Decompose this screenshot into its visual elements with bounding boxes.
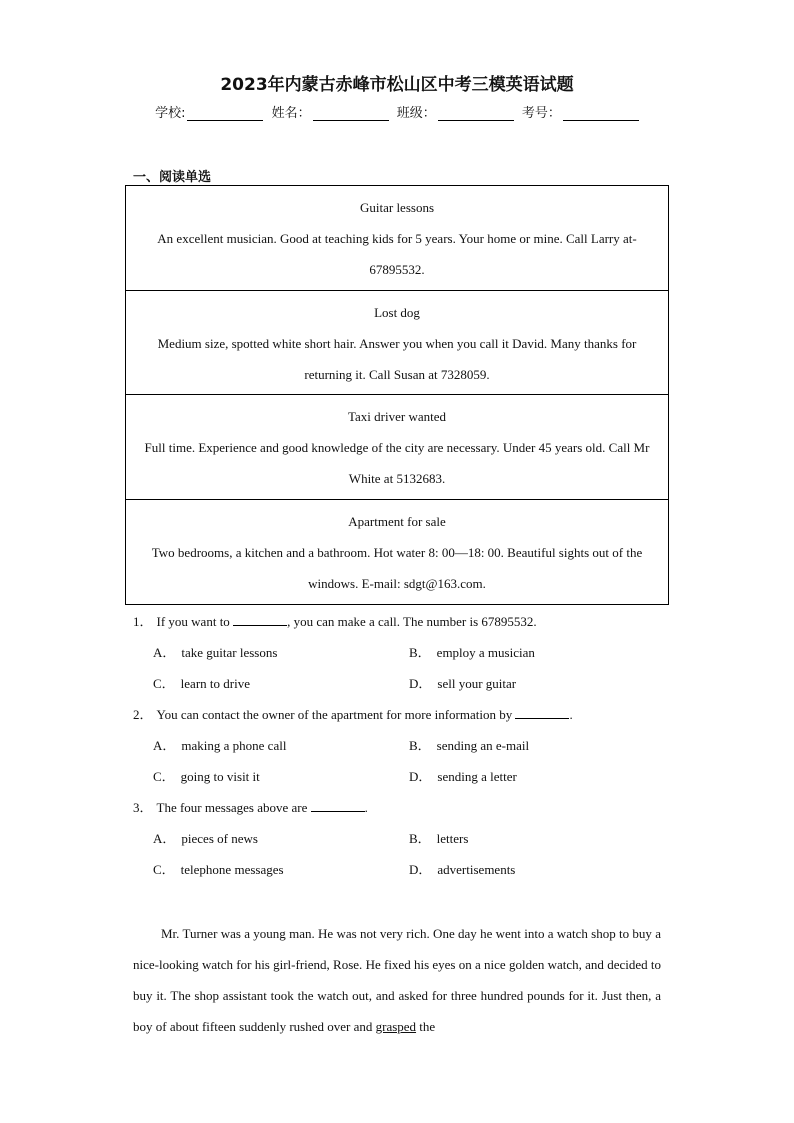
passage-text: Mr. Turner was a young man. He was not very rich. One day he went into a watch shop to buy a nice-looking watch for his girl-friend, Rose. He fixed his eyes on a nice golden watch, and decided to buy it. The shop assistant took the watch out, and asked for three hundred pounds for it. Just then, a boy of about fifteen suddenly rushed over and (133, 926, 661, 1034)
ad-taxi-driver (126, 395, 668, 500)
option-letter: B． (409, 738, 431, 753)
answer-blank[interactable] (311, 798, 365, 812)
ad-body: Medium size, spotted white short hair. Answer you when you call it David. Many thanks for returning it. Call Susan at 7328059. (157, 335, 637, 382)
option-b[interactable] (409, 730, 529, 761)
option-letter: A． (153, 831, 176, 846)
option-b[interactable] (409, 637, 535, 668)
ad-apartment (126, 500, 668, 605)
option-c[interactable] (153, 761, 260, 792)
option-text: take guitar lessons (181, 645, 278, 660)
ads-table (125, 185, 669, 605)
ad-body: Two bedrooms, a kitchen and a bathroom. Hot water 8: 00—18: 00. Beautiful sights out of the windows. E-mail: sdgt@163.com. (151, 544, 643, 591)
school-blank[interactable] (187, 106, 263, 121)
option-text: going to visit it (180, 769, 260, 784)
option-letter: C． (153, 676, 175, 691)
name-blank[interactable] (313, 106, 389, 121)
option-c[interactable] (153, 668, 250, 699)
option-text: telephone messages (180, 862, 284, 877)
class-label: 班级： (396, 106, 436, 121)
option-d[interactable] (409, 668, 516, 699)
passage-text-end: the (416, 1019, 436, 1034)
option-row (133, 854, 673, 885)
ad-title: Taxi driver wanted (348, 409, 446, 424)
ad-title: Lost dog (374, 304, 420, 320)
questions-list (133, 606, 673, 885)
ad-body: Full time. Experience and good knowledge of the city are necessary. Under 45 years old. Call Mr White at 5132683. (144, 440, 650, 486)
student-info-line (0, 102, 794, 121)
option-row (133, 730, 673, 761)
section-heading: 一、阅读单选 (133, 170, 212, 185)
option-letter: A． (153, 738, 176, 753)
exam-number-blank[interactable] (563, 106, 639, 121)
option-letter: D． (409, 769, 432, 784)
option-letter: D． (409, 862, 432, 877)
question-text: If you want to (156, 614, 234, 629)
option-b[interactable] (409, 823, 468, 854)
question-text: You can contact the owner of the apartment for more information by (156, 707, 516, 722)
option-d[interactable] (409, 854, 515, 885)
option-text: advertisements (437, 862, 516, 877)
option-letter: C． (153, 862, 175, 877)
option-a[interactable] (153, 730, 286, 761)
question-number: 3． (133, 800, 153, 815)
question-3-stem (133, 792, 673, 823)
option-row (133, 637, 673, 668)
option-letter: B． (409, 831, 431, 846)
ad-lost-dog (126, 291, 668, 396)
option-row (133, 761, 673, 792)
answer-blank[interactable] (233, 612, 287, 626)
ad-guitar-lessons (126, 186, 668, 291)
question-number: 1． (133, 614, 153, 629)
ad-body: An excellent musician. Good at teaching kids for 5 years. Your home or mine. Call Larry at-67895532. (157, 231, 637, 277)
school-label: 学校: (155, 106, 186, 121)
option-text: letters (436, 831, 469, 846)
name-label: 姓名： (271, 106, 311, 121)
question-text: The four messages above are (156, 800, 311, 815)
option-text: pieces of news (181, 831, 258, 846)
reading-passage (133, 918, 661, 1042)
question-2-stem (133, 699, 673, 730)
question-text: , you can make a call. The number is 67895532. (287, 614, 537, 629)
option-text: employ a musician (436, 645, 535, 660)
question-1-stem (133, 606, 673, 637)
option-row (133, 668, 673, 699)
answer-blank[interactable] (515, 705, 569, 719)
option-a[interactable] (153, 823, 258, 854)
underlined-word: grasped (375, 1019, 417, 1034)
ad-title: Apartment for sale (348, 513, 446, 529)
option-text: sending a letter (437, 769, 517, 784)
option-letter: B． (409, 645, 431, 660)
question-text: . (569, 707, 573, 722)
exam-title: 2023年内蒙古赤峰市松山区中考三模英语试题 (220, 75, 574, 95)
option-letter: D． (409, 676, 432, 691)
question-text: . (364, 800, 368, 815)
option-a[interactable] (153, 637, 277, 668)
exam-number-label: 考号： (521, 106, 561, 121)
option-d[interactable] (409, 761, 517, 792)
option-c[interactable] (153, 854, 284, 885)
option-text: learn to drive (180, 676, 250, 691)
option-letter: A． (153, 645, 176, 660)
option-text: sell your guitar (437, 676, 517, 691)
option-text: making a phone call (181, 738, 287, 753)
question-number: 2． (133, 707, 153, 722)
option-text: sending an e-mail (436, 738, 530, 753)
option-letter: C． (153, 769, 175, 784)
ad-title: Guitar lessons (359, 200, 435, 215)
class-blank[interactable] (438, 106, 514, 121)
option-row (133, 823, 673, 854)
